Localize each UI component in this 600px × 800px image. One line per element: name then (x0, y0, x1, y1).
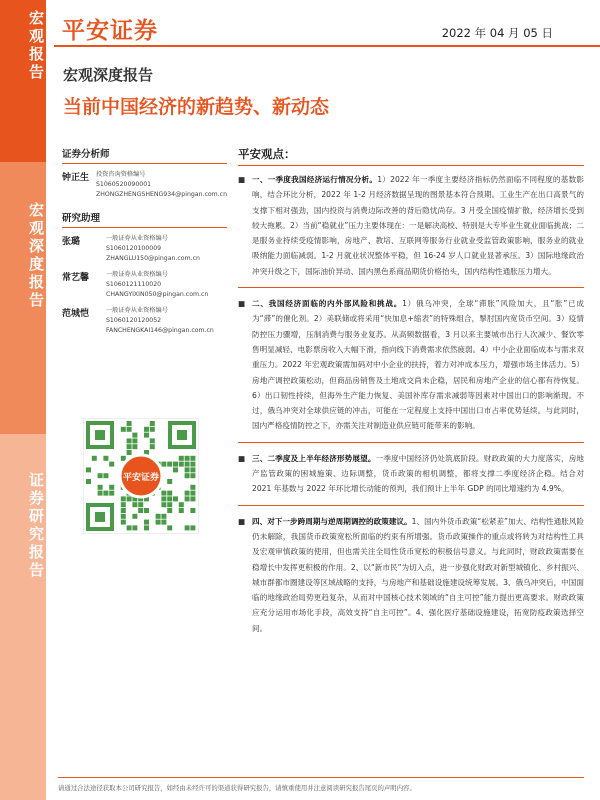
qr-module (167, 525, 172, 530)
square-bullet-icon: ■ (238, 299, 246, 309)
qr-module (161, 496, 166, 501)
sidebar (0, 0, 46, 800)
qr-module (156, 520, 161, 525)
key-point (238, 514, 584, 636)
company-logo: 平安证券 (62, 18, 158, 44)
sidebar-top-label: 宏观报告 (27, 10, 45, 82)
analyst-name: 钟正生 (62, 173, 90, 183)
qr-module (132, 438, 137, 443)
key-point-text: 1）俄乌冲突，全球“滞胀”风险加大，且“胀”已成为“滞”的催化剂。2）美联储或将采用“快加息+缩表”的特殊组合，掣肘国内宽货币空间。3）疫情防控压力骤增，压制消费与服务业复苏。从高频数据看，3 月以来主要城市出行人次减少、餐饮零售明显减轻、电影票房收入大幅下滑，指向线下消费需求依然疲弱。4）中小企业面临成本与需求双重压力。2022 年宏观政策需加码对中小企业的扶持，着力对冲成本压力，增强市场主体活力。5）房地产调控政策松动，但商品房销售及土地成交尚未企稳，居民和房地产企业的信心都有待恢复。6）出口韧性持续，但海外生产能力恢复、美国补库存需求减弱等因素对中国出口的影响渐现。不过，俄乌冲突对全球供应链的冲击，可能在一定程度上支持中国出口市占率优势延续。与此同时，国内严格疫情防控之下，亦需关注对制造业供应链可能带来的影响。 (252, 299, 584, 431)
qr-module (121, 508, 126, 513)
key-point-text: 1）2022 年一季度主要经济指标仍然面临不同程度的基数影响，结合环比分析，2022 年 1-2 月经济数据呈现的图景基本符合预期。工业生产在出口高景气的支撑下相对强劲，国内投资与消费边际改善的背后隐忧尚存。3 月受全国疫情扩散，经济增长受到较大拖累。2）当前“稳就业”压力主要体现在：一是解决高校、特别是大专毕业生就业面临挑战；二是服务业持续受疫情影响，房地产、教培、互联网等服务行业就业受监管政策影响，服务业的就业吸纳能力面临减弱。1-2 月就业状况整体平稳，但 16-24 岁人口就业显著承压。3）国际地缘政治冲突升级之下，国际油价异动、国内黑色系商品期货价格抬头，国内结构性通胀压力增大。 (252, 175, 585, 276)
key-point-lead: 三、二季度及上半年经济形势展望。 (252, 453, 376, 463)
key-point-body (252, 514, 584, 636)
qr-module (190, 508, 195, 513)
qr-module (179, 456, 184, 461)
qr-module (190, 462, 195, 467)
assistant-list (62, 234, 227, 336)
report-type: 宏观深度报告 (63, 66, 154, 84)
qr-module (86, 467, 91, 472)
key-views-heading: 平安观点： (238, 146, 584, 166)
sidebar-mid-label: 宏观深度报告 (27, 202, 45, 310)
qr-module (127, 427, 132, 432)
key-point-body (252, 172, 584, 279)
key-point-text: 一季度中国经济仍处筑底阶段。财政政策的大力度落实，房地产监管政策的困城施策、边际调整，货币政策的相机调整，都将支撑二季度经济企稳。结合对 2021 年基数与 2022 年环比增长动能的预判，我们预计上半年 GDP 的同比增速约为 4.9%。 (252, 453, 585, 494)
qr-center-text: 平安证券 (122, 473, 160, 483)
points-list (238, 172, 584, 636)
qr-module (190, 491, 195, 496)
qr-module (121, 456, 126, 461)
qr-module (98, 491, 103, 496)
analyst-info-line: FANCHENGKAI146@pingan.com.cn (106, 327, 214, 334)
analyst-info-line: S1060520090001 (95, 181, 152, 188)
qr-module (144, 433, 149, 438)
analyst-info-line: 一般证券从业资格编号 (106, 271, 168, 278)
qr-module (185, 525, 190, 530)
qr-module (144, 508, 149, 513)
qr-module (185, 462, 190, 467)
analyst-info-line: 投资咨询资格编号 (95, 171, 146, 178)
qr-module (179, 502, 184, 507)
qr-module (132, 502, 137, 507)
qr-module (132, 444, 137, 449)
qr-module (103, 456, 108, 461)
sidebar-bottom-label: 证券研究报告 (27, 472, 45, 580)
analyst-info-line: ZHANGLU150@pingan.com.cn (106, 255, 200, 262)
sidebar-mid-block (0, 162, 46, 434)
key-point-lead: 一、一季度我国经济运行情况分析。 (252, 175, 378, 184)
qr-module (161, 520, 166, 525)
qr-module (179, 462, 184, 467)
qr-module (103, 473, 108, 478)
qr-module (167, 462, 172, 467)
qr-module (138, 508, 143, 513)
qr-module (185, 467, 190, 472)
qr-module (179, 508, 184, 513)
qr-module (190, 525, 195, 530)
assistants-heading: 研究助理 (62, 210, 227, 228)
analyst-panel (62, 146, 227, 342)
report-title: 当前中国经济的新趋势、新动态 (63, 96, 330, 118)
analyst-info-line: CHANGYIXIN050@pingan.com.cn (106, 291, 209, 298)
key-point (238, 172, 584, 279)
qr-module (144, 427, 149, 432)
analyst-info (96, 170, 227, 200)
qr-module (127, 525, 132, 530)
qr-module (121, 520, 126, 525)
square-bullet-icon: ■ (238, 175, 246, 184)
analyst-entry (62, 270, 227, 300)
qr-module (190, 467, 195, 472)
qr-module (144, 520, 149, 525)
qr-module (173, 467, 178, 472)
analyst-info-line: S1060120100009 (106, 245, 162, 252)
qr-module (127, 496, 132, 501)
square-bullet-icon: ■ (238, 516, 246, 526)
qr-module (185, 456, 190, 461)
qr-module (185, 496, 190, 501)
qr-module (161, 491, 166, 496)
qr-module (98, 473, 103, 478)
qr-module (173, 462, 178, 467)
qr-module (161, 502, 166, 507)
analyst-info (106, 306, 214, 336)
header-divider (54, 45, 600, 47)
analyst-info (106, 270, 208, 300)
key-point-body (252, 296, 584, 434)
qr-module (150, 444, 155, 449)
key-point-lead: 二、我国经济面临的内外部风险和挑战。 (252, 299, 403, 309)
analyst-info (106, 234, 200, 264)
qr-module (190, 473, 195, 478)
key-point-lead: 四、对下一步跨周期与逆周期调控的政策建议。 (252, 516, 412, 526)
analyst-info-line: 一般证券从业资格编号 (106, 307, 168, 314)
qr-module (132, 514, 137, 519)
qr-module (127, 444, 132, 449)
qr-module (138, 502, 143, 507)
analyst-info-line: S1060121110020 (106, 281, 162, 288)
analyst-name: 常艺馨 (62, 273, 90, 283)
analysts-heading: 证券分析师 (62, 146, 227, 164)
qr-module (150, 427, 155, 432)
qr-module (127, 421, 132, 426)
qr-module (127, 450, 132, 455)
qr-module (86, 479, 91, 484)
qr-module (132, 525, 137, 530)
report-date: 2022 年 04 月 05 日 (441, 26, 553, 40)
qr-module (167, 496, 172, 501)
qr-module (121, 514, 126, 519)
qr-code (83, 418, 199, 534)
point-divider (238, 505, 584, 506)
qr-module (167, 502, 172, 507)
qr-module (161, 462, 166, 467)
qr-module (144, 525, 149, 530)
qr-module (167, 479, 172, 484)
key-point (238, 296, 584, 434)
qr-module (167, 491, 172, 496)
key-point (238, 451, 584, 497)
qr-module (161, 514, 166, 519)
qr-module (121, 502, 126, 507)
analyst-info-line: S1060120120052 (106, 317, 162, 324)
qr-module (132, 433, 137, 438)
qr-module (156, 514, 161, 519)
key-point-body (252, 451, 584, 497)
qr-module (109, 462, 114, 467)
analyst-info-line: ZHONGZHENGSHENG934@pingan.com.cn (95, 191, 227, 198)
footer-disclaimer: 请通过合法途径获取本公司研究报告，如经由未经许可的渠道获得研究报告，请慎重使用并注意阅读研究报告尾页的声明内容。 (58, 777, 584, 792)
qr-module (190, 456, 195, 461)
sidebar-bottom-block (0, 434, 46, 800)
point-divider (238, 287, 584, 288)
square-bullet-icon: ■ (238, 453, 246, 463)
sidebar-top-block (0, 0, 46, 162)
key-point-text: 1、国内外货币政策“松紧差”加大、结构性通胀风险仍未解除，我国货币政策宽松所面临的约束有所增强。货币政策操作的重点或将转为对结构性工具及宏观审慎政策的使用，但也需关注全局性货币宽松的积极信号意义。与此同时，财政政策需要在稳增长中发挥更积极的作用。2、以“新市民”为切入点，进一步强化财政对新型城镇化、乡村振兴、城市群都市圈建设等区域战略的支持，与房地产和基础设施建设统筹发展。3、俄乌冲突后，中国面临的地缘政治局势更趋复杂，从而对中国核心技术领域的“自主可控”能力提出更高要求。财政政策应充分运用市场化手段，高效支持“自主可控”。4、强化医疗基础设施建设，拓宽防疫政策选择空间。 (252, 516, 584, 633)
analyst-entry (62, 234, 227, 264)
qr-module (185, 491, 190, 496)
qr-module (103, 491, 108, 496)
qr-module (92, 456, 97, 461)
qr-module (121, 427, 126, 432)
analyst-entry (62, 306, 227, 336)
qr-module (173, 496, 178, 501)
qr-module (98, 485, 103, 490)
qr-module (190, 485, 195, 490)
qr-module (150, 421, 155, 426)
key-views (238, 146, 584, 636)
qr-module (167, 508, 172, 513)
qr-module (127, 438, 132, 443)
qr-module (150, 438, 155, 443)
analyst-name: 范城恺 (62, 309, 90, 319)
qr-module (109, 491, 114, 496)
qr-module (185, 473, 190, 478)
qr-module (109, 485, 114, 490)
analyst-info-line: 一般证券从业资格编号 (106, 235, 168, 242)
analyst-list (62, 170, 227, 200)
qr-module (121, 496, 126, 501)
qr-module (190, 496, 195, 501)
analyst-entry (62, 170, 227, 200)
point-divider (238, 442, 584, 443)
analyst-name: 张璐 (62, 237, 81, 247)
